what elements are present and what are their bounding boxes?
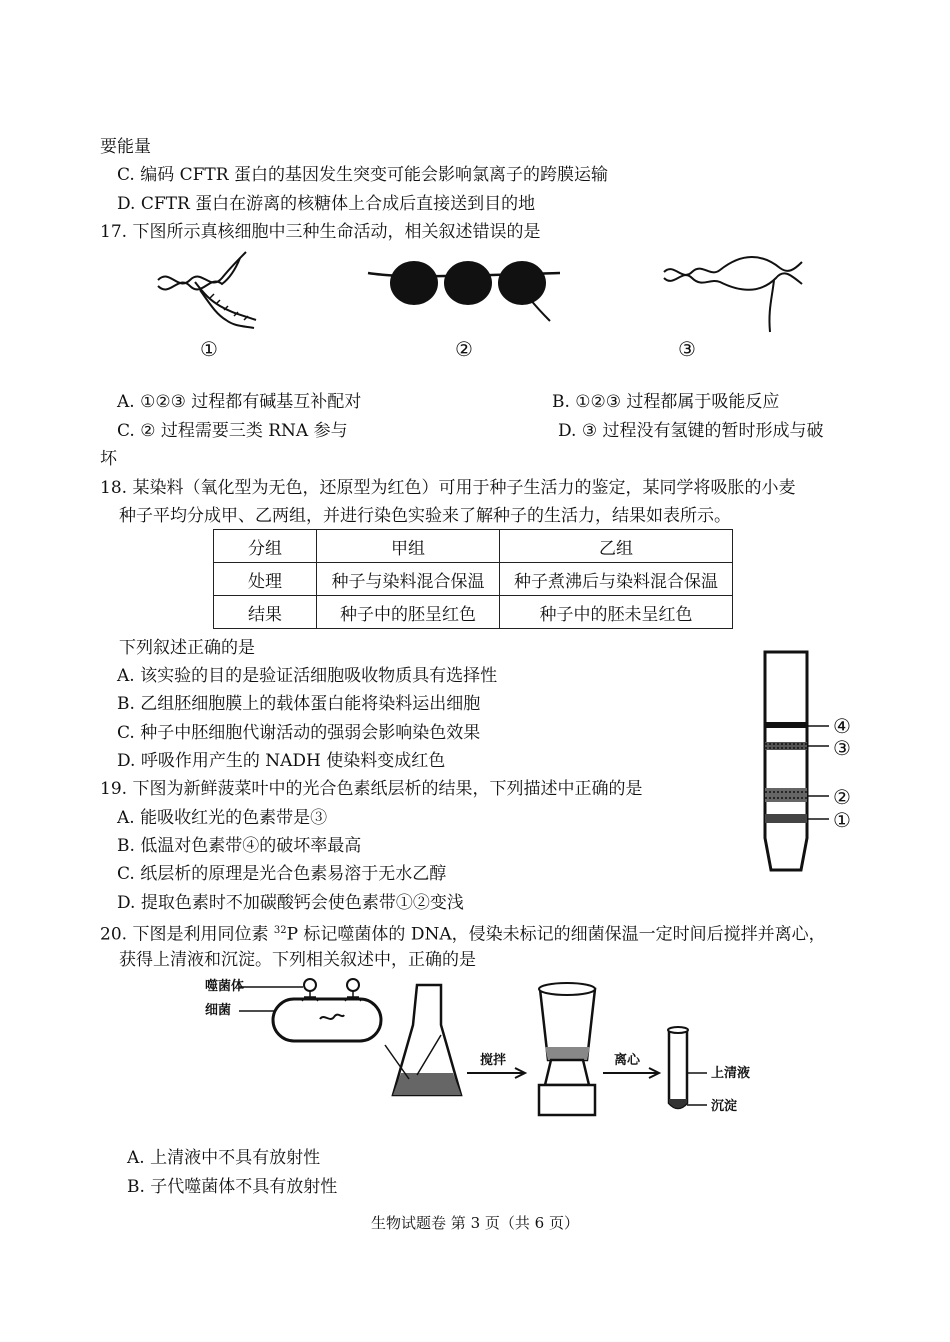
transcription-figure bbox=[660, 248, 810, 336]
table-cell: 结果 bbox=[214, 596, 317, 629]
q17-option-d-wrap: 坏 bbox=[100, 449, 117, 469]
q16-option-d: D. CFTR 蛋白在游离的核糖体上合成后直接送到目的地 bbox=[117, 194, 536, 214]
q20-stem-line1: 20. 下图是利用同位素 $^{32}$P 标记噬菌体的 DNA，侵染未标记的细菌保温一定时间后搅拌并离心， bbox=[100, 924, 826, 945]
band-label-4: ④ bbox=[833, 714, 851, 738]
q20-option-b: B. 子代噬菌体不具有放射性 bbox=[127, 1177, 338, 1197]
bacteria-label: 细菌 bbox=[205, 1003, 232, 1018]
q19-option-a: A. 能吸收红光的色素带是③ bbox=[117, 808, 328, 828]
q19-option-b: B. 低温对色素带④的破坏率最高 bbox=[117, 836, 362, 856]
band-label-2: ② bbox=[833, 785, 851, 809]
band-label-3: ③ bbox=[833, 736, 851, 760]
table-header-cell: 乙组 bbox=[500, 530, 733, 563]
table-header-cell: 甲组 bbox=[317, 530, 500, 563]
q19-option-c: C. 纸层析的原理是光合色素易溶于无水乙醇 bbox=[117, 864, 447, 884]
q18-stem-line1: 18. 某染料（氧化型为无色，还原型为红色）可用于种子生活力的鉴定，某同学将吸胀的小麦 bbox=[100, 478, 796, 498]
q18-stem-line2: 种子平均分成甲、乙两组，并进行染色实验来了解种子的生活力，结果如表所示。 bbox=[119, 506, 731, 526]
sediment-label: 沉淀 bbox=[711, 1099, 738, 1114]
table-cell: 种子中的胚未呈红色 bbox=[500, 596, 733, 629]
centrifuge-label: 离心 bbox=[614, 1053, 641, 1068]
supernatant-label: 上清液 bbox=[711, 1066, 751, 1081]
table-row bbox=[214, 563, 733, 596]
q19-stem: 19. 下图为新鲜菠菜叶中的光合色素纸层析的结果，下列描述中正确的是 bbox=[100, 779, 643, 799]
q17-option-d: D. ③ 过程没有氢键的暂时形成与破 bbox=[558, 421, 824, 441]
q17-option-c: C. ② 过程需要三类 RNA 参与 bbox=[117, 421, 348, 441]
figure-label-3: ③ bbox=[678, 337, 696, 361]
figure-label-1: ① bbox=[200, 337, 218, 361]
page-footer: 生物试题卷 第 3 页（共 6 页） bbox=[371, 1214, 579, 1232]
q18-option-b: B. 乙组胚细胞膜上的载体蛋白能将染料运出细胞 bbox=[117, 694, 481, 714]
table-cell: 种子煮沸后与染料混合保温 bbox=[500, 563, 733, 596]
q18-results-table bbox=[213, 529, 733, 629]
q16-continuation: 要能量 bbox=[100, 137, 151, 157]
table-cell: 处理 bbox=[214, 563, 317, 596]
q18-option-d: D. 呼吸作用产生的 NADH 使染料变成红色 bbox=[117, 751, 446, 771]
q19-option-d: D. 提取色素时不加碳酸钙会使色素带①②变浅 bbox=[117, 893, 464, 913]
q18-option-c: C. 种子中胚细胞代谢活动的强弱会影响染色效果 bbox=[117, 723, 481, 743]
q17-stem: 17. 下图所示真核细胞中三种生命活动，相关叙述错误的是 bbox=[100, 222, 541, 242]
chromatography-strip-figure bbox=[755, 648, 865, 876]
q18-option-a: A. 该实验的目的是验证活细胞吸收物质具有选择性 bbox=[117, 666, 498, 686]
phage-label: 噬菌体 bbox=[205, 979, 245, 994]
q17-option-b: B. ①②③ 过程都属于吸能反应 bbox=[552, 392, 780, 412]
table-cell: 种子与染料混合保温 bbox=[317, 563, 500, 596]
band-label-1: ① bbox=[833, 808, 851, 832]
q20-stem-line2: 获得上清液和沉淀。下列相关叙述中，正确的是 bbox=[119, 950, 476, 970]
figure-label-2: ② bbox=[455, 337, 473, 361]
translation-polysome-figure bbox=[364, 247, 564, 327]
q18-prompt: 下列叙述正确的是 bbox=[119, 638, 255, 658]
table-row bbox=[214, 596, 733, 629]
q17-option-a: A. ①②③ 过程都有碱基互补配对 bbox=[117, 392, 362, 412]
table-header-cell: 分组 bbox=[214, 530, 317, 563]
q20-option-a: A. 上清液中不具有放射性 bbox=[127, 1148, 321, 1168]
stir-label: 搅拌 bbox=[480, 1053, 507, 1068]
table-cell: 种子中的胚呈红色 bbox=[317, 596, 500, 629]
q16-option-c: C. 编码 CFTR 蛋白的基因发生突变可能会影响氯离子的跨膜运输 bbox=[117, 165, 608, 185]
dna-replication-figure bbox=[150, 240, 260, 335]
table-header-row bbox=[214, 530, 733, 563]
